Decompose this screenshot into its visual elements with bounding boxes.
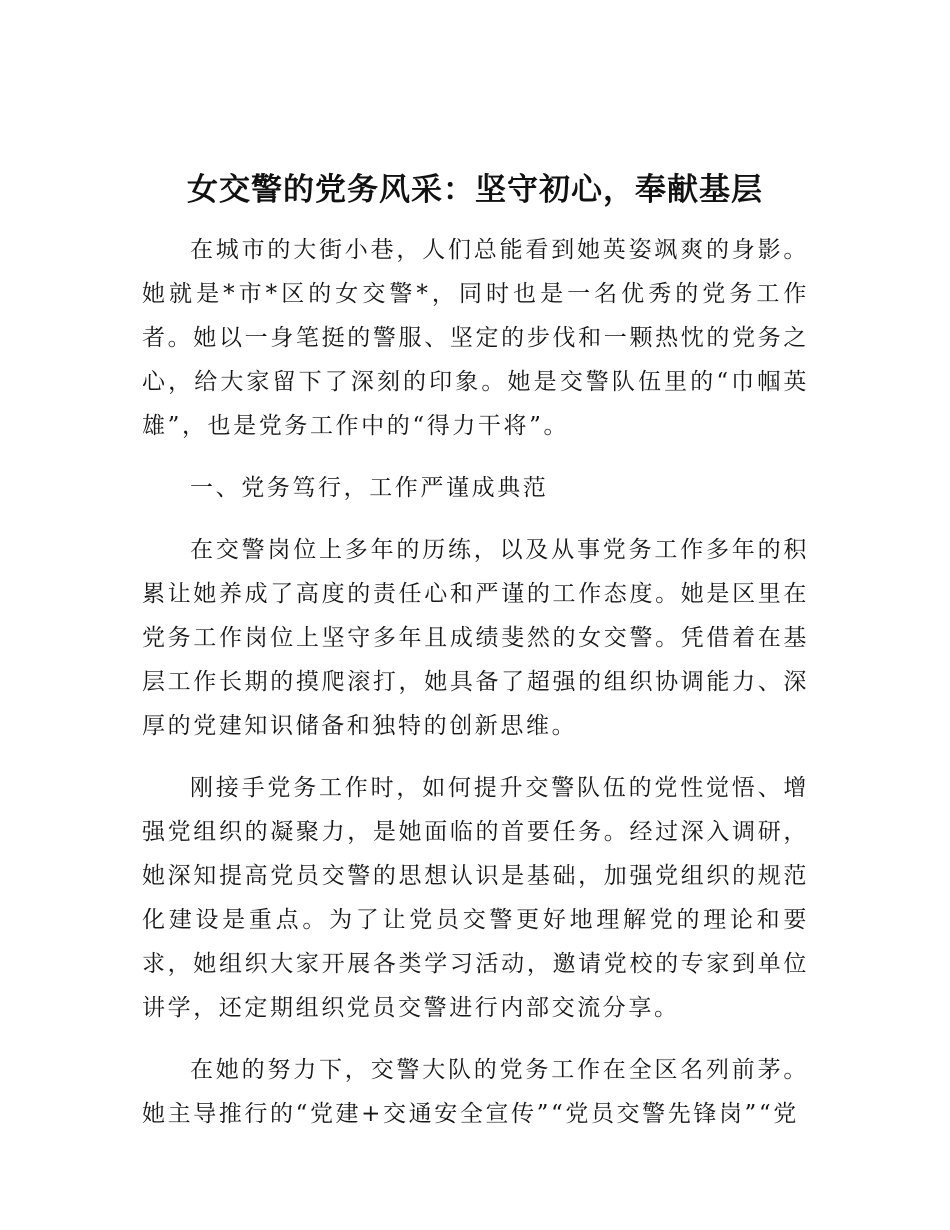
section-heading-1: 一、党务笃行，工作严谨成典范 — [190, 475, 549, 501]
document-title: 女交警的党务风采：坚守初心，奉献基层 — [187, 172, 763, 208]
document-body — [142, 228, 809, 1136]
section1-paragraph-3: 在她的努力下，交警大队的党务工作在全区名列前茅。她主导推行的“党建+交通安全宣传”“党员交警先锋岗”“党 — [142, 1057, 809, 1127]
section1-paragraph-1: 在交警岗位上多年的历练，以及从事党务工作多年的积累让她养成了高度的责任心和严谨的工作态度。她是区里在党务工作岗位上坚守多年且成绩斐然的女交警。凭借着在基层工作长期的摸爬滚打，她具备了超强的组织协调能力、深厚的党建知识储备和独特的创新思维。 — [142, 537, 809, 739]
section1-paragraph-2: 刚接手党务工作时，如何提升交警队伍的党性觉悟、增强党组织的凝聚力，是她面临的首要任务。经过深入调研，她深知提高党员交警的思想认识是基础，加强党组织的规范化建设是重点。为了让党员交警更好地理解党的理论和要求，她组织大家开展各类学习活动，邀请党校的专家到单位讲学，还定期组织党员交警进行内部交流分享。 — [142, 775, 809, 1021]
intro-paragraph: 在城市的大街小巷，人们总能看到她英姿飒爽的身影。她就是*市*区的女交警*，同时也是一名优秀的党务工作者。她以一身笔挺的警服、坚定的步伐和一颗热忱的党务之心，给大家留下了深刻的印象。她是交警队伍里的“巾帼英雄”，也是党务工作中的“得力干将”。 — [142, 237, 809, 439]
